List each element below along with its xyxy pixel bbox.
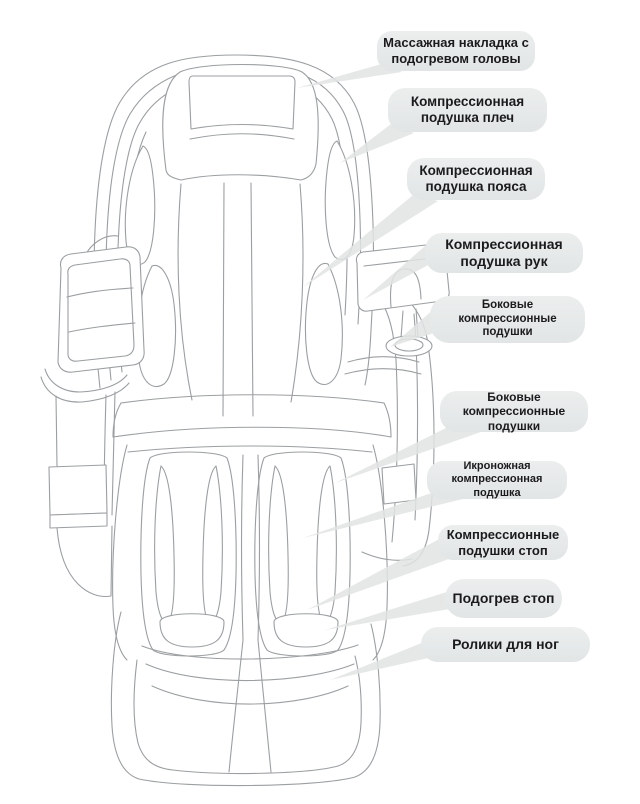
leg-divider-flare-right bbox=[258, 640, 271, 772]
callout-label: Подогрев стоп bbox=[452, 590, 555, 607]
armrest-left-lip-1 bbox=[45, 369, 127, 392]
callout-leg-rollers bbox=[421, 627, 590, 662]
callout-label: Компрессионная подушка рук bbox=[445, 236, 563, 269]
callout-label: Ролики для ног bbox=[452, 636, 559, 653]
back-panel-left-edge bbox=[178, 184, 192, 400]
leg-divider-left bbox=[242, 455, 244, 640]
callout-side-compression-cushions-upper bbox=[430, 296, 585, 343]
base-inner bbox=[134, 656, 361, 773]
armrest-right-pocket bbox=[382, 464, 416, 504]
armrest-left-lip-2 bbox=[41, 377, 129, 402]
callout-waist-compression-cushion bbox=[407, 158, 545, 200]
back-panel-right-edge bbox=[291, 184, 303, 402]
base-front-curve-3 bbox=[152, 686, 348, 704]
armrest-left-trough-left bbox=[56, 396, 57, 466]
armrest-right-top-2 bbox=[345, 369, 421, 374]
callout-calf-compression-cushion bbox=[427, 461, 567, 499]
callout-arm-compression-cushion bbox=[425, 233, 583, 273]
callout-foot-compression-cushions bbox=[438, 525, 568, 560]
seat-front-edge bbox=[113, 427, 391, 437]
armrest-right-inner bbox=[380, 300, 397, 542]
armrest-left-panel-upper bbox=[49, 465, 107, 515]
armrest-right-top-1 bbox=[348, 357, 419, 362]
callout-label: Массажная накладка с подогревом головы bbox=[383, 35, 529, 66]
callout-foot-heating bbox=[445, 579, 562, 618]
armrest-left-trough-right bbox=[112, 392, 115, 515]
legrest-outer-left bbox=[113, 445, 127, 660]
callout-head-massage-pad bbox=[377, 31, 535, 71]
callout-label: Компрессионная подушка плеч bbox=[410, 93, 525, 125]
armrest-left-panel-lower bbox=[50, 513, 107, 528]
callout-label: Боковые компрессионные подушки bbox=[458, 298, 557, 339]
callout-label: Икроножная компрессионная подушка bbox=[451, 460, 543, 499]
legrest-top-edge bbox=[128, 446, 372, 452]
headrest-pad bbox=[189, 76, 295, 129]
callout-label: Боковые компрессионные подушки bbox=[462, 389, 566, 433]
callout-label: Компрессионные подушки стоп bbox=[446, 526, 560, 558]
callout-label: Компрессионная подушка пояса bbox=[419, 162, 533, 194]
armrest-left-lower-edge bbox=[57, 526, 112, 597]
foot-cup-left bbox=[160, 614, 224, 647]
base-front-curve-2 bbox=[146, 664, 354, 681]
callout-side-compression-cushions-lower bbox=[440, 391, 588, 432]
back-center-strip-left bbox=[223, 183, 224, 416]
remote-pole-left bbox=[401, 311, 403, 338]
seat-right-end bbox=[384, 403, 391, 437]
foot-cup-right bbox=[274, 614, 338, 647]
leg-divider-flare-left bbox=[229, 640, 243, 772]
callout-shoulder-compression-cushion bbox=[388, 88, 547, 132]
back-center-strip-right bbox=[251, 183, 253, 416]
